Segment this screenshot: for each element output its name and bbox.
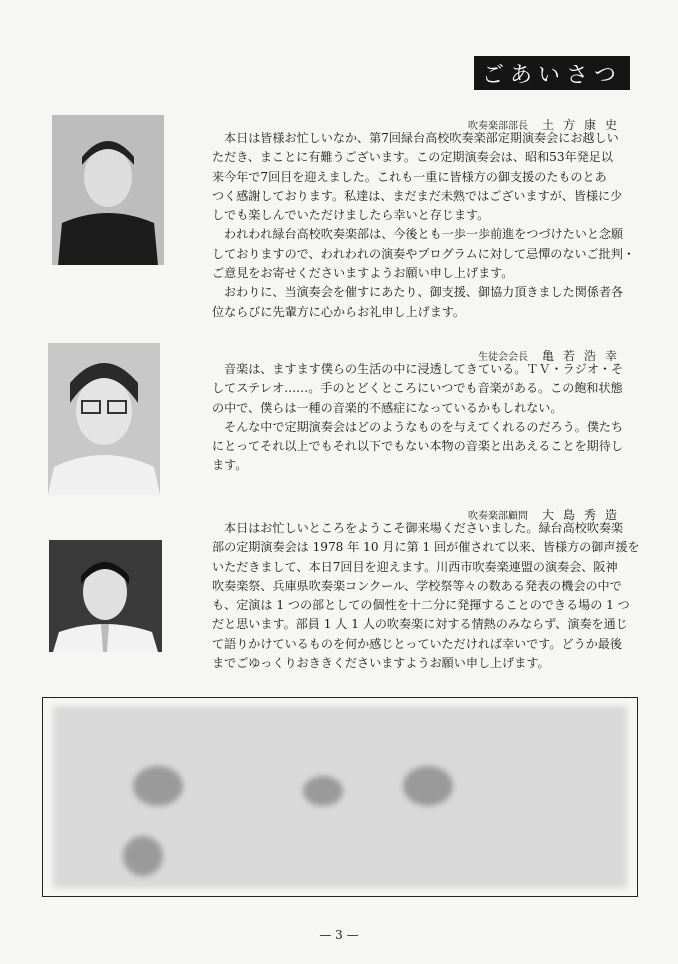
blurred-advertisement — [42, 697, 638, 897]
message-student-council: 音楽は、ますます僕らの生活の中に浸透してきている。ＴＶ・ラジオ・そ してステレオ……。手のとどくところにいつでも音楽がある。この飽和状態 の中で、僕らは一種の音楽的不感症になっているかもしれない。 そんな中で定期演奏会はどのようなものを与えてくれるのだろう。僕たち にとってそれ以上でもそれ以下でもない本物の音楽と出あえることを期待し ます。 — [212, 362, 624, 473]
student-council-photo — [48, 343, 160, 495]
message-advisor: 本日はお忙しいところをようこそ御来場くださいました。緑台高校吹奏楽 部の定期演奏会は 1978 年 10 月に第 1 回が催されて以来、皆様方の御声援を いただきまして、本日7回目を迎えます。川西市吹奏楽連盟の演奏会、阪神 吹奏楽祭、兵庫県吹奏楽コンクール、学校祭等々の数ある発表の機会の中で も、定演は 1 つの部としての個性を十二分に発揮することのできる場の 1 つ だと思います。部員 1 人 1 人の吹奏楽に対する情熱のみならず、演奏を通じ て語りかけているものを何か感じとっていただければ幸いです。どうか最後 までごゆっくりおききくださいますようお願い申し上げます。 — [212, 521, 640, 671]
signature-student-council: 生徒会会長 亀若浩幸 — [477, 349, 626, 363]
page-title: ごあいさつ — [474, 56, 630, 90]
signature-advisor: 吹奏楽部顧問 大島秀造 — [467, 508, 626, 522]
advisor-photo — [49, 540, 162, 652]
page-number: — 3 — — [319, 928, 359, 942]
signature-president: 吹奏楽部部長 土方康史 — [467, 118, 626, 132]
message-president: 本日は皆様お忙しいなか、第7回緑台高校吹奏楽部定期演奏会にお越しい ただき、まことに有難うございます。この定期演奏会は、昭和53年発足以 来今年で7回目を迎えました。これも一重に皆様方の御支援のたものとあ つく感謝しております。私達は、まだまだ未熟ではございますが、皆様に少 しでも楽しんでいただけましたら幸いと存じます。 われわれ緑台高校吹奏楽部は、今後とも一歩一歩前進をつづけたいと念願 しておりますので、われわれの演奏やプログラムに対して忌憚のないご批判・ ご意見をお寄せくださいますようお願い申し上げます。 おわりに、当演奏会を催すにあたり、御支援、御協力頂きました関係者各 位ならびに先輩方に心からお礼申し上げます。 — [212, 131, 635, 319]
president-photo — [52, 115, 164, 265]
